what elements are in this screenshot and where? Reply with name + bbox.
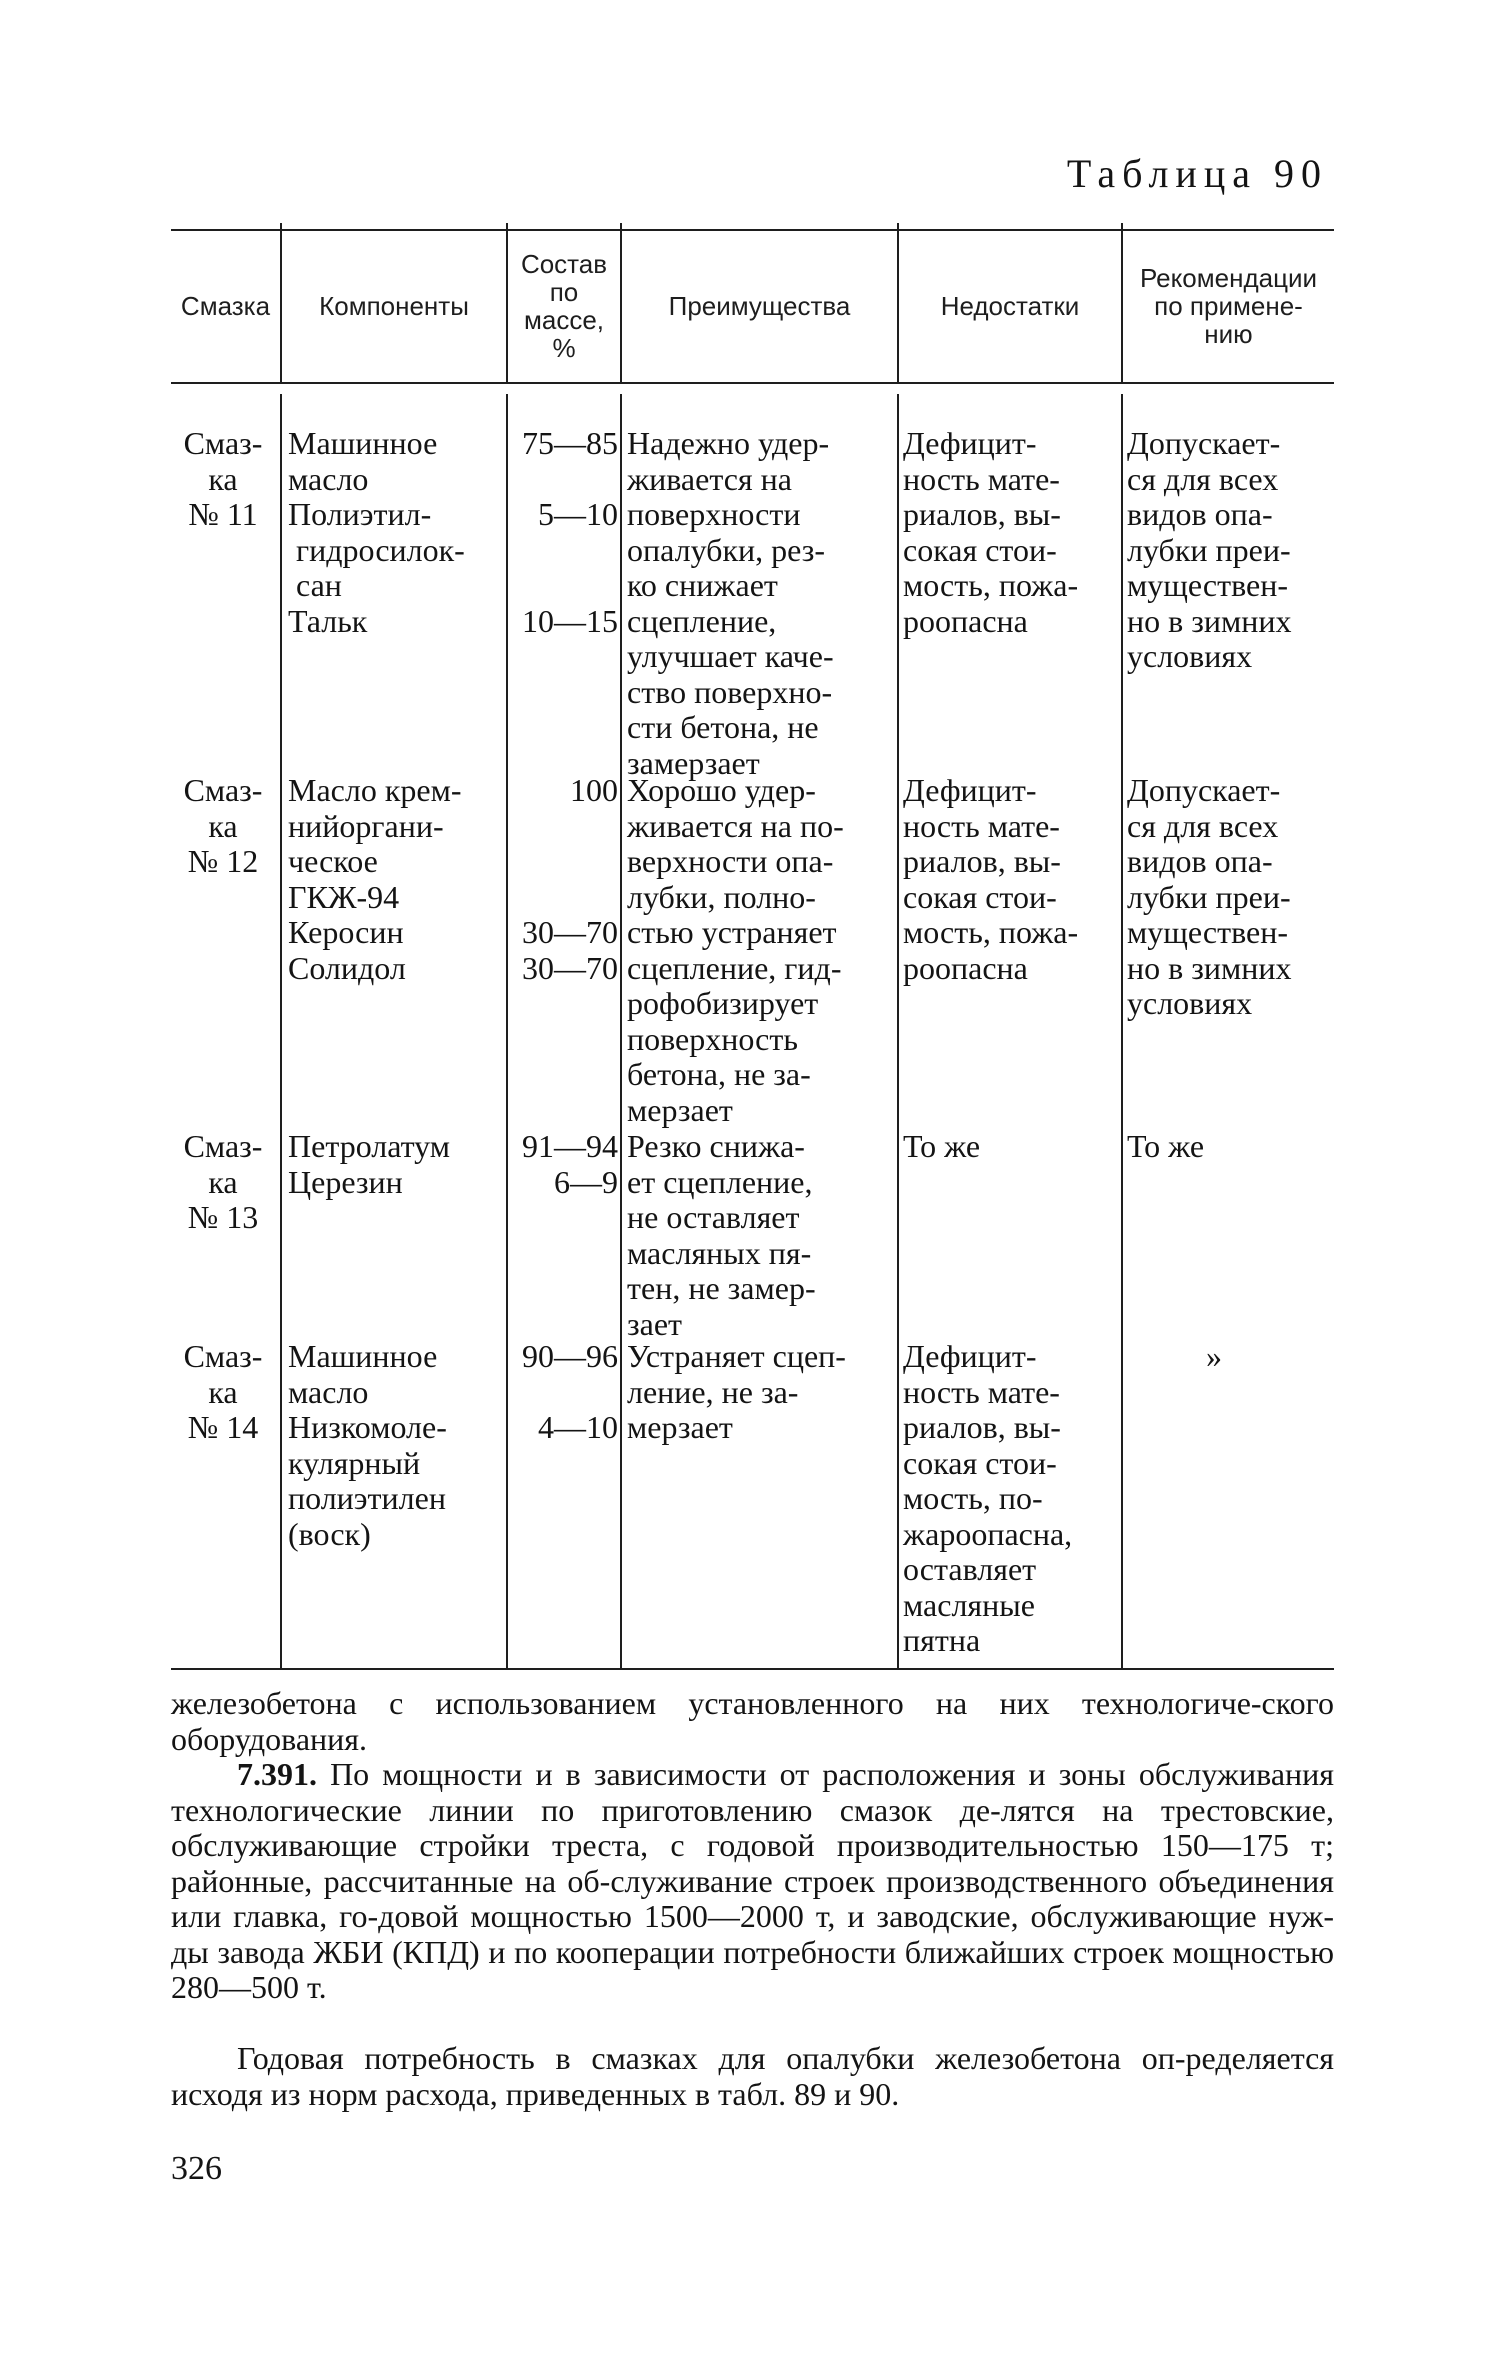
row-2-advantages: Хорошо удер- живается на по- верхности опа- лубки, полно- стью устраняет сцепление, гид- рофобизирует поверхность бетона, не за- мерзает [627, 772, 844, 1128]
table-top-rule [171, 229, 1334, 231]
column-divider [897, 394, 899, 1668]
row-1-recommendations: Допускает- ся для всех видов опа- лубки преи- муществен- но в зимних условиях [1127, 425, 1292, 674]
row-2-components: Масло крем- нийоргани- ческое ГКЖ-94 Керосин Солидол [288, 772, 462, 986]
header-components: Компоненты [319, 291, 469, 321]
row-3-composition: 91—94 6—9 [522, 1128, 618, 1200]
row-3-disadvantages: То же [903, 1128, 981, 1164]
page-number: 326 [171, 2150, 222, 2187]
column-divider [1121, 394, 1123, 1668]
header-lubricant: Смазка [180, 291, 271, 321]
table-caption: Таблица 90 [1066, 151, 1328, 196]
table-header-rule [171, 382, 1334, 384]
row-2-recommendations: Допускает- ся для всех видов опа- лубки преи- муществен- но в зимних условиях [1127, 772, 1292, 1021]
paragraph-annual-demand: Годовая потребность в смазках для опалубки железобетона оп-ределяется исходя из норм расхода, приведенных в табл. 89 и 90. [171, 2040, 1334, 2112]
header-composition: Состав по массе, % [520, 249, 608, 363]
row-4-recommendations: » [1206, 1338, 1222, 1374]
paragraph-continuation: железобетона с использованием установленного на них технологиче-ского оборудования. [171, 1685, 1334, 1757]
row-1-advantages: Надежно удер- живается на поверхности опалубки, рез- ко снижает сцепление, улучшает каче- ство поверхно- сти бетона, не замерзает [627, 425, 834, 781]
row-3-lubricant: Смаз- ка № 13 [183, 1128, 263, 1235]
header-disadvantages: Недостатки [940, 291, 1080, 321]
table-bottom-rule [171, 1668, 1334, 1670]
header-recommendations: Рекомендации по примене- нию [1139, 263, 1318, 349]
row-4-advantages: Устраняет сцеп- ление, не за- мерзает [627, 1338, 846, 1445]
row-4-composition: 90—96 4—10 [522, 1338, 618, 1445]
row-3-components: Петролатум Церезин [288, 1128, 450, 1200]
header-advantages: Преимущества [668, 291, 851, 321]
row-2-composition: 100 30—70 30—70 [522, 772, 618, 986]
row-1-lubricant: Смаз- ка № 11 [183, 425, 263, 532]
row-3-advantages: Резко снижа- ет сцепление, не оставляет масляных пя- тен, не замер- зает [627, 1128, 816, 1342]
row-2-disadvantages: Дефицит- ность мате- риалов, вы- сокая стои- мость, пожа- роопасна [903, 772, 1079, 986]
paragraph-7-391-text: По мощности и в зависимости от расположения и зоны обслуживания технологические линии по приготовлению смазок де-лятся на трестовские, обслуживающие стройки треста, с годовой производительностью 150—175 т; районные, рассчитанные на об-служивание строек производственного объединения или главка, го-довой мощностью 1500—2000 т, и заводские, обслуживающие нуж-ды завода ЖБИ (КПД) и по кооперации потребности ближайших строек мощностью 280—500 т. [171, 1756, 1334, 2005]
column-divider [280, 394, 282, 1668]
row-4-disadvantages: Дефицит- ность мате- риалов, вы- сокая стои- мость, по- жароопасна, оставляет масляные пятна [903, 1338, 1073, 1658]
paragraph-7-391 [171, 1757, 1334, 2006]
column-divider [620, 394, 622, 1668]
row-4-lubricant: Смаз- ка № 14 [183, 1338, 263, 1445]
row-1-disadvantages: Дефицит- ность мате- риалов, вы- сокая стои- мость, пожа- роопасна [903, 425, 1079, 639]
row-3-recommendations: То же [1127, 1128, 1205, 1164]
row-4-components: Машинное масло Низкомоле- кулярный полиэтилен (воск) [288, 1338, 447, 1552]
row-1-composition: 75—85 5—10 10—15 [522, 425, 618, 639]
row-1-components: Машинное масло Полиэтил- гидросилок- сан Тальк [288, 425, 465, 639]
paragraph-number: 7.391. [237, 1756, 317, 1792]
row-2-lubricant: Смаз- ка № 12 [183, 772, 263, 879]
